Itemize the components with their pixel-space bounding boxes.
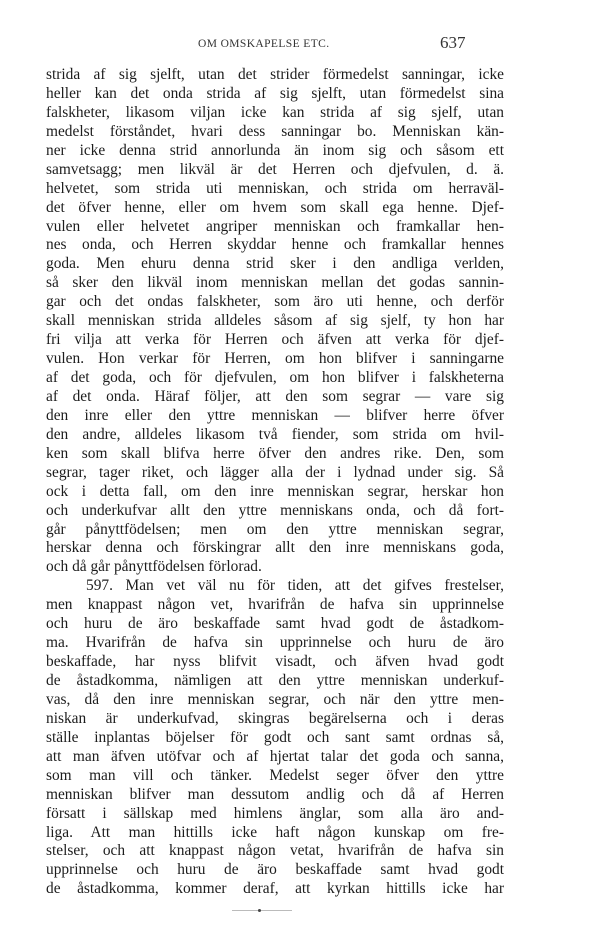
text-line: falskheter, likasom viljan icke kan strida af sig sjelf, utan <box>46 103 504 121</box>
text-line: ken som skall blifva herre öfver den andres rike. Den, som <box>46 444 504 462</box>
text-line: det öfver henne, eller om hvem som skall ega henne. Djef- <box>46 198 504 216</box>
text-line: ner icke denna strid annorlunda än inom sig och såsom ett <box>46 141 504 159</box>
text-line: liga. Att man hittills icke haft någon kunskap om fre- <box>46 823 504 841</box>
running-head <box>0 33 592 58</box>
text-line: den andre, alldeles likasom två fiender, som strida om hvil- <box>46 425 504 443</box>
text-line: skall menniskan strida alldeles såsom af sig sjelf, ty hon har <box>46 312 504 330</box>
text-line: goda. Men ehuru denna strid sker i den andliga verlden, <box>46 255 504 273</box>
footer-dot <box>258 909 261 912</box>
footer-rule <box>232 910 292 911</box>
text-line: heller kan det onda strida af sig sjelft, utan förmedelst sina <box>46 84 504 102</box>
body-text <box>46 66 504 899</box>
text-line: men knappast någon vet, hvarifrån de hafva sin upprinnelse <box>46 596 504 614</box>
text-line: ock i detta fall, om den inre menniskan segrar, herskar hon <box>46 482 504 500</box>
text-line: fri vilja att verka för Herren och äfven att verka för djef- <box>46 331 504 349</box>
text-line: stelser, och att knappast någon vetat, hvarifrån de hafva sin <box>46 842 504 860</box>
text-line: och underkufvar allt den yttre menniskans onda, och då fort- <box>46 501 504 519</box>
paragraph-end-line: och då går pånyttfödelsen förlorad. <box>46 558 262 576</box>
text-line: segrar, tager riket, och lägger alla der i lydnad under sig. Så <box>46 463 504 481</box>
text-line: ställe inplantas böjelser för godt och sant samt ordnas så, <box>46 728 504 746</box>
text-line: den inre eller den yttre menniskan — blifver herre öfver <box>46 406 504 424</box>
text-line: vulen eller helvetet angriper menniskan och framkallar hen- <box>46 217 504 235</box>
text-line: gar och det ondas falskheter, som äro uti henne, och derför <box>46 293 504 311</box>
text-line: de åstadkomma, nämligen att den yttre menniskan underkuf- <box>46 672 504 689</box>
running-title: OM OMSKAPELSE ETC. <box>198 38 330 50</box>
text-line: ma. Hvarifrån de hafva sin upprinnelse och huru de äro <box>46 634 504 652</box>
text-line: medelst förståndet, hvari dess sanningar bo. Menniskan kän- <box>46 122 504 140</box>
text-line: beskaffade, har nyss blifvit visadt, och äfven hvad godt <box>46 653 504 671</box>
text-line: försatt i sällskap med himlens änglar, som alla äro and- <box>46 804 504 822</box>
text-line: upprinnelse och huru de äro beskaffade samt hvad godt <box>46 861 504 879</box>
text-line: samvetsagg; men likväl är det Herren och djefvulen, d. ä. <box>46 160 504 178</box>
text-line: som man vill och tänker. Medelst seger öfver den yttre <box>46 766 504 784</box>
text-line: menniskan blifver man dessutom andlig och då af Herren <box>46 785 504 803</box>
text-line: så sker den likväl inom menniskan mellan det godas sannin- <box>46 274 504 292</box>
text-line: helvetet, som strida uti menniskan, och strida om herraväl- <box>46 179 504 197</box>
text-line: nes onda, och Herren skyddar henne och framkallar hennes <box>46 236 504 254</box>
text-line: niskan är underkufvad, skingras begärelserna och i deras <box>46 709 504 727</box>
text-line: vulen. Hon verkar för Herren, om hon blifver i sanningarne <box>46 350 504 368</box>
text-line: af det onda. Häraf följer, att den som segrar — vare sig <box>46 387 504 405</box>
text-line: strida af sig sjelft, utan det strider förmedelst sanningar, icke <box>46 66 504 83</box>
page-number: 637 <box>440 33 466 52</box>
text-line: vas, då den inre menniskan segrar, och när den yttre men- <box>46 690 504 708</box>
text-line: går pånyttfödelsen; men om den yttre menniskan segrar, <box>46 520 504 538</box>
text-line: herskar denna och förskingrar allt den inre menniskans goda, <box>46 539 504 557</box>
text-line: de åstadkomma, kommer deraf, att kyrkan hittills icke har <box>46 880 504 898</box>
text-line: af det goda, och för djefvulen, om hon blifver i falskheterna <box>46 369 504 386</box>
text-line: och huru de äro beskaffade samt hvad godt de åstadkom- <box>46 615 504 633</box>
text-line: att man äfven utöfvar och af hjertat talar det goda och sanna, <box>46 747 504 765</box>
paragraph-597-start-line: 597. Man vet väl nu för tiden, att det gifves frestelser, <box>86 577 504 595</box>
